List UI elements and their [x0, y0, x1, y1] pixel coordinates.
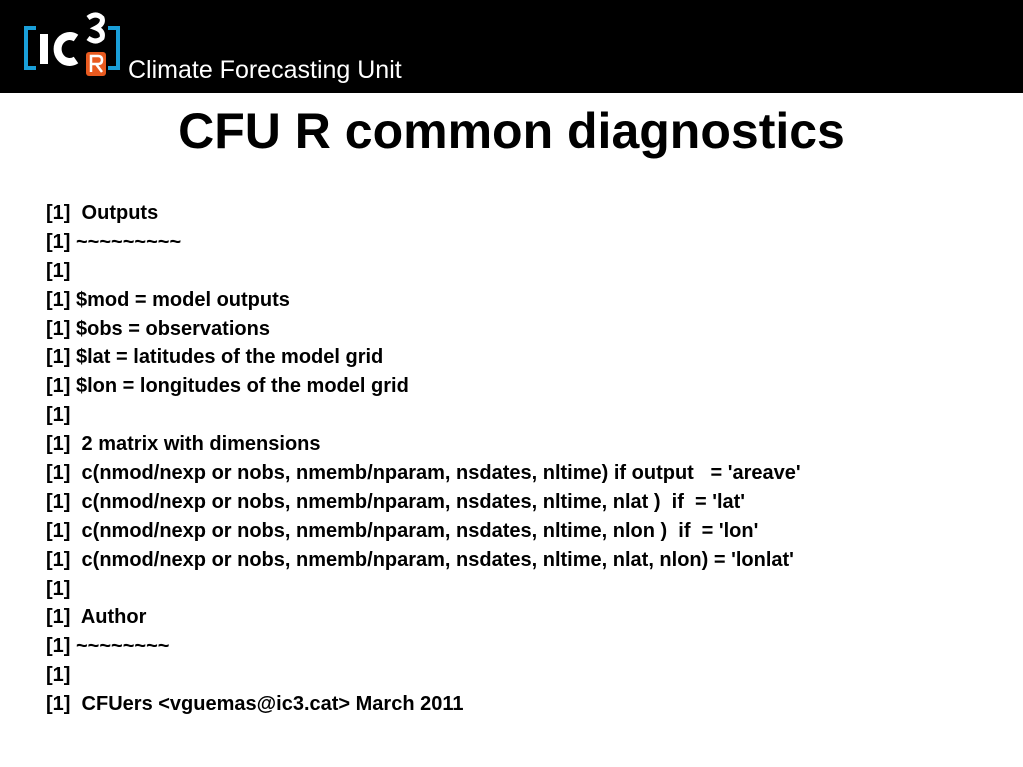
header-bar	[0, 0, 1023, 93]
output-line: [1] ~~~~~~~~~	[46, 230, 182, 253]
output-line: [1] c(nmod/nexp or nobs, nmemb/nparam, nsdates, nltime) if output = 'areave'	[46, 462, 801, 485]
output-line: [1]	[46, 664, 71, 687]
output-line: [1] ~~~~~~~~	[46, 635, 170, 658]
output-line: [1]	[46, 404, 71, 427]
output-line: [1]	[46, 259, 71, 282]
output-line: [1] $lat = latitudes of the model grid	[46, 346, 384, 369]
r-output-listing	[46, 199, 801, 719]
output-line: [1] c(nmod/nexp or nobs, nmemb/nparam, nsdates, nltime, nlat ) if = 'lat'	[46, 490, 746, 513]
output-line: [1] c(nmod/nexp or nobs, nmemb/nparam, nsdates, nltime, nlat, nlon) = 'lonlat'	[46, 548, 794, 571]
output-line: [1] Author	[46, 606, 147, 629]
ic3-logo	[24, 12, 124, 80]
unit-name: Climate Forecasting Unit	[128, 56, 402, 84]
output-line: [1] $mod = model outputs	[46, 288, 290, 311]
output-line: [1] c(nmod/nexp or nobs, nmemb/nparam, nsdates, nltime, nlon ) if = 'lon'	[46, 519, 759, 542]
output-line: [1] 2 matrix with dimensions	[46, 433, 321, 456]
output-line: [1] $obs = observations	[46, 317, 270, 340]
slide-title: CFU R common diagnostics	[178, 103, 845, 159]
output-line: [1] Outputs	[46, 202, 159, 224]
output-line: [1] CFUers <vguemas@ic3.cat> March 2011	[46, 693, 464, 716]
output-line: [1] $lon = longitudes of the model grid	[46, 375, 409, 398]
output-line: [1]	[46, 577, 71, 600]
